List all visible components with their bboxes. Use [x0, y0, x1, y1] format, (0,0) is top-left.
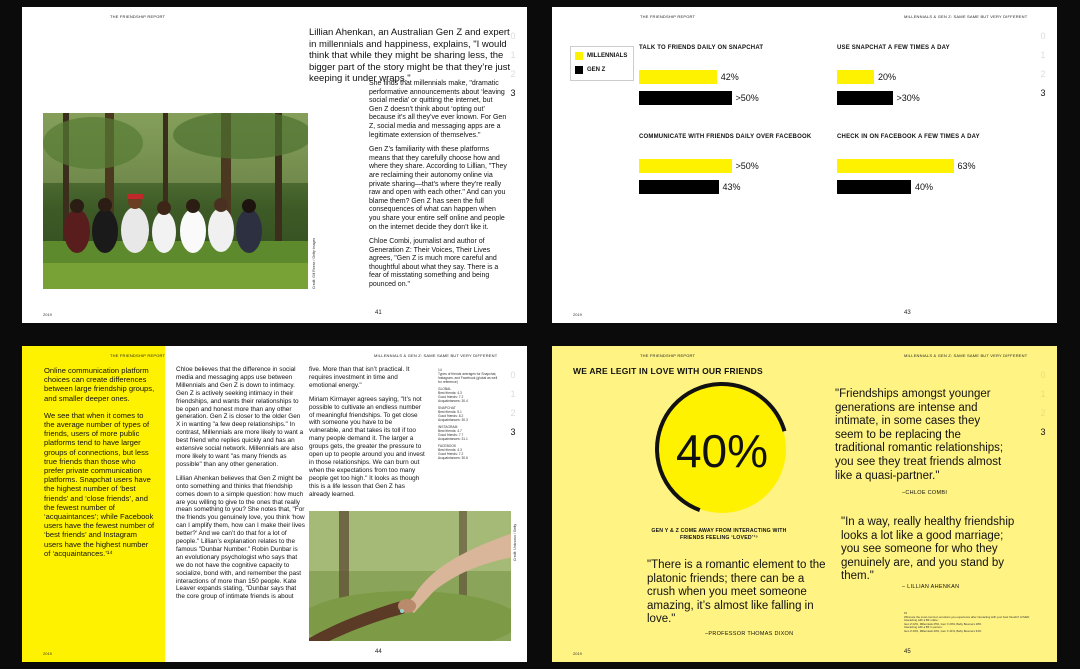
- bar-chart: [639, 134, 839, 204]
- section-nav-item[interactable]: 1: [1040, 389, 1046, 399]
- paragraph: five. More than that isn’t practical. It requires investment in time and emotional energy.": [309, 366, 410, 389]
- body-column-1: [176, 366, 306, 607]
- footnote: 15 What are the most common emotions you experience after interacting with your best friends? LOVED Interacting with a BF online: Gen Z 22%, Millennials 25%, Gen X 29%, Baby Boomers 18% Interacting with a BF in person: Gen Z 40%, Millennials 40%, Gen X 41%, Baby Boomers 33%: [904, 611, 1030, 633]
- bar-value-label: 20%: [878, 72, 897, 82]
- bar-millennials: [639, 70, 717, 84]
- footer-year: 2019: [43, 312, 52, 317]
- legend-swatch-yellow: [575, 52, 583, 60]
- paragraph: Gen Z’s familiarity with these platforms means that they carefully choose how and where they share. According to Lillian, "They are reclaiming their autonomy online via private sharing—that’s where they’re really raw and open with each other." And can you blame them? Gen Z has seen the full consequences of what can happen when you share your entire self online and people on the internet decide they don’t like it.: [369, 146, 507, 231]
- chart-title: USE SNAPCHAT A FEW TIMES A DAY: [837, 45, 950, 51]
- bar-millennials: [837, 70, 874, 84]
- section-nav-item[interactable]: 1: [1040, 50, 1046, 60]
- running-header: THE FRIENDSHIP REPORT: [110, 14, 166, 19]
- section-nav-item[interactable]: 0: [510, 370, 516, 380]
- lead-quote: Lillian Ahenkan, an Australian Gen Z and expert in millennials and happiness, explains, "I would think that while they might be sharing less, the bigger part of the story might be that they’re just keeping it under wraps.": [309, 27, 511, 85]
- bar-value-label: 43%: [722, 182, 741, 192]
- quote-dixon: "There is a romantic element to the platonic friends; there can be a crush when you meet someone amazing, it’s almost like falling in love.": [647, 559, 826, 626]
- chart-title: CHECK IN ON FACEBOOK A FEW TIMES A DAY: [837, 134, 980, 140]
- section-nav: [1037, 366, 1049, 442]
- section-nav-item-current[interactable]: 3: [1040, 88, 1046, 98]
- quote-attribution: –CHLOE COMBI: [902, 490, 948, 496]
- bar-genz: [837, 180, 911, 194]
- page-heading: WE ARE LEGIT IN LOVE WITH OUR FRIENDS: [573, 366, 763, 376]
- section-nav-item[interactable]: 2: [1040, 69, 1046, 79]
- page-43: [552, 7, 1057, 323]
- percent-ring: [652, 379, 792, 519]
- body-column-2: [309, 366, 425, 505]
- bar-chart: [639, 45, 839, 115]
- paragraph: Chloe believes that the difference in social media and messaging apps use between Millennials and Gen Z is down to intimacy. Gen Z is actively seeking intimacy in their friendships, and wants their relationships to be open and honest more than any other generation. Gen Z is closer to the older Gen X in wanting "a few deep relationships." In contrast, Millennials are more likely to want a best friend who replies quickly and has an extensive social network. Millennials are also more likely to want "as many friends as possible" than any other generation.: [176, 366, 304, 468]
- section-nav: [1037, 27, 1049, 103]
- footnote-sidebar: 14 Types of friends averages for Snapchat, Instagram, and Facebook (global as well for reference) GLOBAL Best friends: 4.3 Good friends: 7.2 Acquaintances: 30.4 SNAPCHAT Best friends: 5.1 Good friends: 8.2 Acquaintances: 30.3 INSTAGRAM Best friends: 4.7 Good friends: 7.7 Acquaintances: 31.1 FACEBOOK Best friends: 4.3 Good friends: 7.2 Acquaintances: 30.6: [438, 368, 498, 460]
- bar-value-label: >50%: [735, 161, 759, 171]
- section-nav-item-current[interactable]: 3: [510, 88, 516, 98]
- footer-year: 2019: [573, 651, 582, 656]
- section-nav-item[interactable]: 0: [1040, 31, 1046, 41]
- photo-friends-sitting-in-park: [43, 113, 308, 289]
- section-header: MILLENNIALS & GEN Z: SAME SAME BUT VERY DIFFERENT: [374, 353, 498, 358]
- chart-title: TALK TO FRIENDS DAILY ON SNAPCHAT: [639, 45, 764, 51]
- section-nav-item[interactable]: 0: [1040, 370, 1046, 380]
- page-number: 43: [904, 310, 911, 316]
- section-header: MILLENNIALS & GEN Z: SAME SAME BUT VERY DIFFERENT: [904, 14, 1028, 19]
- legend-swatch-black: [575, 66, 583, 74]
- photo-credit: Credit: Unknown / Getty: [513, 523, 517, 561]
- quote-combi: "Friendships amongst younger generations are intense and intimate, in some cases they seem to be replacing the traditional romantic relationships; you see they treat friends almost like a quasi-partner.": [835, 388, 1004, 482]
- section-nav-item[interactable]: 1: [510, 50, 516, 60]
- section-nav-item[interactable]: 0: [510, 31, 516, 41]
- section-nav: [507, 27, 519, 103]
- section-header: MILLENNIALS & GEN Z: SAME SAME BUT VERY DIFFERENT: [904, 353, 1028, 358]
- bar-value-label: 42%: [720, 72, 739, 82]
- section-nav-item[interactable]: 2: [510, 408, 516, 418]
- bar-millennials: [837, 159, 954, 173]
- bar-genz: [639, 180, 719, 194]
- photo-credit: Credit: Gill Reese / Getty Images: [312, 237, 316, 289]
- quote-attribution: –PROFESSOR THOMAS DIXON: [705, 631, 794, 637]
- bar-value-label: 63%: [957, 161, 976, 171]
- body-column: [369, 80, 507, 296]
- running-header: THE FRIENDSHIP REPORT: [110, 353, 166, 358]
- legend-millennials: MILLENNIALS: [575, 52, 627, 60]
- chart-title: COMMUNICATE WITH FRIENDS DAILY OVER FACEBOOK: [639, 134, 812, 140]
- section-nav-item[interactable]: 2: [510, 69, 516, 79]
- bar-genz: [639, 91, 732, 105]
- section-nav-item-current[interactable]: 3: [510, 427, 516, 437]
- bar-millennials: [639, 159, 732, 173]
- chart-legend: [570, 46, 634, 81]
- page-number: 44: [375, 649, 382, 655]
- page-number: 41: [375, 310, 382, 316]
- ring-caption: GEN Y & Z COME AWAY FROM INTERACTING WITH FRIENDS FEELING ‘LOVED’¹⁵: [651, 528, 787, 541]
- section-nav: [507, 366, 519, 442]
- bar-value-label: 40%: [915, 182, 934, 192]
- paragraph: Online communication platform choices can create differences between large friendship groups, and smaller deeper ones.: [44, 366, 155, 403]
- paragraph: Lillian Ahenkan believes that Gen Z might be onto something and thinks that friendship comes down to a simple question: how much are you willing to give to the ones that really mean something to you? She notes that, "For the friends you genuinely love, you think ‘how can I amplify them, how can I make their lives better?’ And we can’t do that for a lot of people." Lillian’s explanation relates to the famous "Dunbar Number." Robin Dunbar is an evolutionary psychologist who says that we do not have the cognitive capacity to socialize, bond with, and remember the past interactions of more than 150 people. Kate Leaver expands stating, "Dunbar says that the core group of intimate friends is about: [176, 474, 305, 601]
- running-header: THE FRIENDSHIP REPORT: [640, 353, 696, 358]
- bar-value-label: >50%: [735, 93, 759, 103]
- section-nav-item-current[interactable]: 3: [1040, 427, 1046, 437]
- page-45: [552, 346, 1057, 662]
- bar-value-label: >30%: [896, 93, 920, 103]
- percent-value: 40%: [675, 425, 769, 477]
- running-header: THE FRIENDSHIP REPORT: [640, 14, 696, 19]
- paragraph: Chloe Combi, journalist and author of Generation Z: Their Voices, Their Lives agrees, "Gen Z is much more careful and thoughtful about what they say. There is a fear of misstating something and being pounced on.": [369, 238, 499, 289]
- bar-genz: [837, 91, 893, 105]
- bar-chart: [837, 45, 1037, 115]
- page-41: [22, 7, 527, 323]
- section-nav-item[interactable]: 2: [1040, 408, 1046, 418]
- legend-genz: GEN Z: [575, 66, 605, 74]
- page-number: 45: [904, 649, 911, 655]
- page-44: [22, 346, 527, 662]
- footer-year: 2019: [43, 651, 52, 656]
- sidebar-text: [44, 366, 156, 564]
- quote-ahenkan: "In a way, really healthy friendship looks a lot like a good marriage; you see someone for who they genuinely are, and you stand by them.": [841, 516, 1015, 583]
- paragraph: We see that when it comes to the average number of types of friends, users of more public platforms tend to have larger groups of connections, but less true friends than those who prefer private communication platforms. Snapchat users have the highest number of ‘best friends’ and ‘close friends’, and the fewest number of ‘acquaintances’; while Facebook users have the fewest number of ‘best friends’ and Instagram users have the highest number of ‘acquaintances.’¹⁴: [44, 410, 155, 558]
- bar-chart: [837, 134, 1037, 204]
- quote-attribution: – LILLIAN AHENKAN: [902, 584, 960, 590]
- section-nav-item[interactable]: 1: [510, 389, 516, 399]
- photo-holding-hands: [309, 511, 511, 641]
- paragraph: Miriam Kirmayer agrees saying, "It’s not possible to cultivate an endless number of meaningful friendships. To get close with someone you have to be vulnerable, and that takes its toll if too many people demand it. The larger a groups gets, the greater the pressure to open up to people around you and invest in those relationships. We can burn out when the expectations from too many people get too high." It looks as though this is a life lesson that Gen Z has already learned.: [309, 395, 425, 498]
- footer-year: 2019: [573, 312, 582, 317]
- paragraph: She finds that millennials make, "dramatic performative announcements about ‘leaving social media’ or quitting the internet, but Gen Z doesn’t think about ‘opting out’ because it’s all they’ve ever known. For Gen Z, social media and messaging apps are a legitimate extension of themselves.": [369, 80, 507, 139]
